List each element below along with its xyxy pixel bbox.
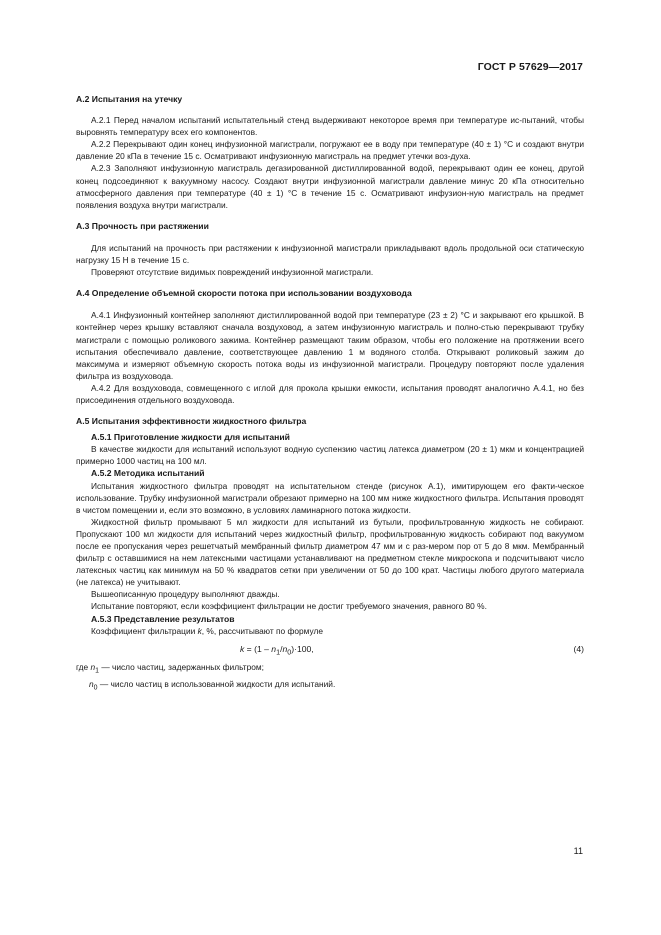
formula-tail: )·100, <box>291 643 314 654</box>
section-title-a5: А.5 Испытания эффективности жидкостного фильтра <box>76 416 307 427</box>
paragraph-a2-3: А.2.3 Заполняют инфузионную магистраль дегазированной дистиллированной водой, перекрывают один ее конец, другой конец подсоединяют к вакуумному насосу. Создают внутри инфузионной магистрали давление минус 20 кПа относительно атмосферного давления при температуре (40 ± 1) °С в течение 15 с. Осматривают инфузион-ную магистраль на предмет появления воздуха внутри магистрали. <box>76 163 584 210</box>
where-prefix: где <box>76 661 91 672</box>
where-line-n0 <box>76 678 584 695</box>
subsection-title-a5-1: А.5.1 Приготовление жидкости для испытаний <box>91 432 290 443</box>
symbol-n1: n <box>90 661 96 672</box>
page-number: 11 <box>573 846 583 856</box>
paragraph-a5-1-1: В качестве жидкости для испытаний используют водную суспензию частиц латекса диаметром (20 ± 1) мкм и концентрацией примерно 1000 частиц на 100 мл. <box>76 444 584 467</box>
paragraph-a5-2-3: Вышеописанную процедуру выполняют дважды. <box>91 589 280 600</box>
paragraph-a4-2: А.4.2 Для воздуховода, совмещенного с иглой для прокола крышки емкости, испытания проводят аналогично А.4.1, но без присоединения отдельного воздуховода. <box>76 382 584 405</box>
formula-symbol-k: k <box>240 643 245 654</box>
symbol-n0: n <box>89 678 94 689</box>
formula-symbol-n0: n <box>282 643 288 654</box>
formula-slash: / <box>280 643 283 654</box>
formula <box>240 643 314 659</box>
subscript-0: 0 <box>93 684 98 692</box>
section-title-a2: А.2 Испытания на утечку <box>76 94 183 104</box>
subsection-title-a5-3: А.5.3 Представление результатов <box>91 613 235 624</box>
paragraph-a5-2-4: Испытание повторяют, если коэффициент фильтрации не достиг требуемого значения, равного 80 %. <box>91 601 487 612</box>
where-desc-n0: — число частиц в использованной жидкости для испытаний. <box>97 678 336 689</box>
paragraph-a2-2: А.2.2 Перекрывают один конец инфузионной магистрали, погружают ее в воду при температуре (40 ± 1) °С и создают внутри давление 20 кПа в течение 15 с. Осматривают инфузионную магистраль на предмет утечки воз-духа. <box>76 139 584 162</box>
paragraph-a3-2: Проверяют отсутствие видимых повреждений инфузионной магистрали. <box>91 267 374 278</box>
paragraph-a5-2-2: Жидкостной фильтр промывают 5 мл жидкости для испытаний из бутыли, профильтрованную жидкость не собирают. Пропускают 100 мл жидкости для испытаний через жидкостный фильтр, профильтрованную жидкость собирают под вакуумом после ее пропускания через решетчатый мембранный фильтр диаметром 47 мм и с раз-мером пор от 5 до 8 мкм. Мембранный фильтр с оставшимися на нем латексными частицами устанавливают на предметном стекле микроскопа и подсчитывают число латексных частиц как минимум на 50 % квадратов сетки при увеличении от 50 до 100 крат. Частицы любого другого материала (не латекса) не учитывают. <box>76 516 584 588</box>
formula-number: (4) <box>573 643 584 654</box>
subscript-1: 1 <box>95 667 99 675</box>
paragraph-a5-3-1 <box>76 625 584 637</box>
where-line-n1 <box>76 661 584 678</box>
symbol-k: k <box>197 625 202 636</box>
formula-symbol-n1: n <box>271 643 277 654</box>
standard-header: ГОСТ Р 57629—2017 <box>477 61 583 73</box>
formula-row <box>76 641 584 659</box>
text-run: Коэффициент фильтрации <box>91 625 198 636</box>
paragraph-a2-1: А.2.1 Перед началом испытаний испытательный стенд выдерживают некоторое время при температуре ис-пытаний, чтобы выровнять температуру всех его компонентов. <box>76 115 584 138</box>
paragraph-a4-1: А.4.1 Инфузионный контейнер заполняют дистиллированной водой при температуре (23 ± 2) °С и закрывают его крышкой. В контейнер через крышку вставляют сначала воздуховод, а затем инфузионную магистраль и полно-стью перекрывают трубку магистрали с помощью роликового зажима. Контейнер размещают таким образом, чтобы его положение на протяжении всего испытания обеспечивало давление, соответствующее давлению 1 м водяного столба. Открывают роликовый зажим до максимума и измеряют объемную скорость потока воды из инфузионной магистрали. Процедуру повторяют после удаления фильтра из воздуховода. <box>76 310 584 381</box>
where-desc-n1: — число частиц, задержанных фильтром; <box>99 661 264 672</box>
section-title-a4: А.4 Определение объемной скорости потока при использовании воздуховода <box>76 288 412 299</box>
formula-subscript-0: 0 <box>287 648 292 657</box>
subsection-title-a5-2: А.5.2 Методика испытаний <box>91 468 205 479</box>
paragraph-a5-2-1: Испытания жидкостного фильтра проводят на испытательном стенде (рисунок А.1), имитирующем его факти-ческое использование. Трубку инфузионной магистрали обрезают примерно на 100 мм ниже жидкостного фильтра. Испытания проводят в чистом помещении и, если это возможно, в условиях ламинарного потока жидкости. <box>76 480 584 515</box>
paragraph-a3-1: Для испытаний на прочность при растяжении к инфузионной магистрали прикладывают вдоль продольной оси статическую нагрузку 15 Н в течение 15 с. <box>76 242 584 266</box>
section-title-a3: А.3 Прочность при растяжении <box>76 220 209 231</box>
text-run: , %, рассчитывают по формуле <box>201 625 323 636</box>
formula-eq: = (1 – <box>244 643 272 654</box>
page-content <box>76 93 584 694</box>
formula-subscript-1: 1 <box>276 648 281 657</box>
